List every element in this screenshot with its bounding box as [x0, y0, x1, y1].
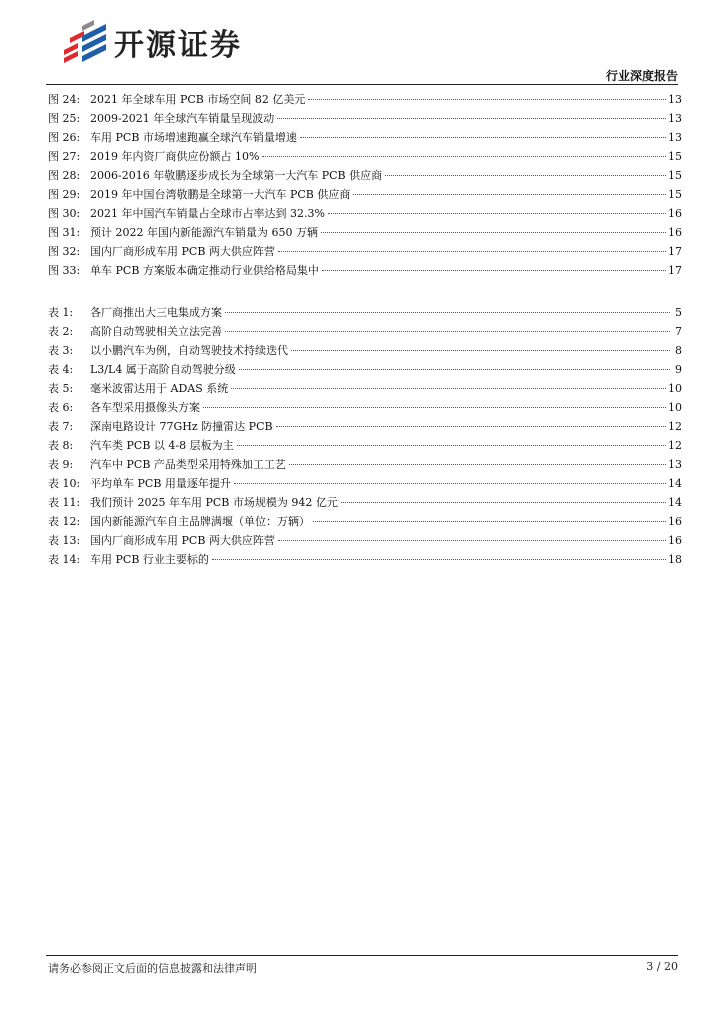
- figure-entry[interactable]: [48, 147, 682, 166]
- dot-leader: [321, 231, 666, 233]
- table-entry[interactable]: [48, 493, 682, 512]
- entry-label: 表 10:: [48, 477, 81, 490]
- entry-title: 预计 2022 年国内新能源汽车销量为 650 万辆: [90, 226, 318, 239]
- entry-page-number: 12: [668, 439, 682, 452]
- entry-page-number: 7: [675, 325, 682, 338]
- dot-leader: [353, 193, 666, 195]
- entry-label: 图 24:: [48, 93, 81, 106]
- entry-label: 表 5:: [48, 382, 74, 395]
- entry-page-number: 9: [675, 363, 682, 376]
- dot-leader: [289, 463, 666, 465]
- entry-page-number: 16: [668, 207, 682, 220]
- entry-label: 图 30:: [48, 207, 81, 220]
- entry-title: 2021 年中国汽车销量占全球市占率达到 32.3%: [90, 207, 325, 220]
- table-entry[interactable]: [48, 360, 682, 379]
- entry-page-number: 13: [668, 93, 682, 106]
- dot-leader: [237, 444, 666, 446]
- entry-label: 表 8:: [48, 439, 74, 452]
- entry-label: 表 12:: [48, 515, 81, 528]
- entry-label: 表 1:: [48, 306, 74, 319]
- table-entry[interactable]: [48, 379, 682, 398]
- entry-page-number: 13: [668, 458, 682, 471]
- entry-label: 图 29:: [48, 188, 81, 201]
- entry-title: 单车 PCB 方案版本确定推动行业供给格局集中: [90, 264, 319, 277]
- table-entry[interactable]: [48, 550, 682, 569]
- entry-label: 表 9:: [48, 458, 74, 471]
- entry-label: 图 27:: [48, 150, 81, 163]
- table-entry[interactable]: [48, 531, 682, 550]
- entry-title: 2021 年全球车用 PCB 市场空间 82 亿美元: [90, 93, 306, 106]
- entry-title: 汽车中 PCB 产品类型采用特殊加工工艺: [90, 458, 286, 471]
- footer-disclaimer: 请务必参阅正文后面的信息披露和法律声明: [48, 962, 257, 975]
- entry-label: 图 33:: [48, 264, 81, 277]
- entry-title: 2006-2016 年敬鹏逐步成长为全球第一大汽车 PCB 供应商: [90, 169, 383, 182]
- entry-label: 表 14:: [48, 553, 81, 566]
- entry-title: 2009-2021 年全球汽车销量呈现波动: [90, 112, 275, 125]
- dot-leader: [322, 269, 666, 271]
- entry-label: 表 2:: [48, 325, 74, 338]
- footer-divider: [46, 955, 678, 956]
- dot-leader: [239, 368, 670, 370]
- entry-title: 汽车类 PCB 以 4-8 层板为主: [90, 439, 234, 452]
- figure-entry[interactable]: [48, 223, 682, 242]
- dot-leader: [234, 482, 666, 484]
- figure-entry[interactable]: [48, 90, 682, 109]
- entry-label: 表 6:: [48, 401, 74, 414]
- table-entry[interactable]: [48, 512, 682, 531]
- dot-leader: [308, 98, 666, 100]
- table-entry[interactable]: [48, 417, 682, 436]
- company-logo: [60, 20, 242, 64]
- figure-entry[interactable]: [48, 109, 682, 128]
- entry-label: 图 25:: [48, 112, 81, 125]
- entry-title: 我们预计 2025 年车用 PCB 市场规模为 942 亿元: [90, 496, 338, 509]
- dot-leader: [300, 136, 666, 138]
- entry-page-number: 15: [668, 150, 682, 163]
- entry-title: 国内厂商形成车用 PCB 两大供应阵营: [90, 534, 275, 547]
- table-entry[interactable]: [48, 455, 682, 474]
- entry-label: 表 3:: [48, 344, 74, 357]
- figure-entry[interactable]: [48, 128, 682, 147]
- entry-title: 毫米波雷达用于 ADAS 系统: [90, 382, 229, 395]
- table-index: [48, 303, 682, 569]
- figure-entry[interactable]: [48, 166, 682, 185]
- entry-label: 图 32:: [48, 245, 81, 258]
- dot-leader: [231, 387, 666, 389]
- entry-label: 表 4:: [48, 363, 74, 376]
- dot-leader: [291, 349, 670, 351]
- dot-leader: [341, 501, 666, 503]
- entry-title: 国内厂商形成车用 PCB 两大供应阵营: [90, 245, 275, 258]
- header-divider: [46, 84, 678, 85]
- entry-page-number: 16: [668, 534, 682, 547]
- table-entry[interactable]: [48, 398, 682, 417]
- dot-leader: [212, 558, 666, 560]
- entry-page-number: 16: [668, 515, 682, 528]
- dot-leader: [278, 539, 666, 541]
- dot-leader: [262, 155, 666, 157]
- dot-leader: [278, 250, 666, 252]
- table-entry[interactable]: [48, 341, 682, 360]
- entry-title: 国内新能源汽车自主品牌满堰（单位：万辆）: [90, 515, 310, 528]
- entry-page-number: 12: [668, 420, 682, 433]
- figure-entry[interactable]: [48, 261, 682, 280]
- entry-page-number: 15: [668, 169, 682, 182]
- table-entry[interactable]: [48, 303, 682, 322]
- table-entry[interactable]: [48, 474, 682, 493]
- entry-page-number: 15: [668, 188, 682, 201]
- entry-label: 表 13:: [48, 534, 81, 547]
- entry-page-number: 14: [668, 477, 682, 490]
- entry-title: 深南电路设计 77GHz 防撞雷达 PCB: [90, 420, 273, 433]
- entry-page-number: 5: [675, 306, 682, 319]
- entry-label: 图 31:: [48, 226, 81, 239]
- entry-title: 车用 PCB 行业主要标的: [90, 553, 209, 566]
- entry-title: 平均单车 PCB 用量逐年提升: [90, 477, 231, 490]
- dot-leader: [276, 425, 666, 427]
- company-name: 开源证券: [114, 28, 242, 63]
- figure-entry[interactable]: [48, 204, 682, 223]
- entry-title: 2019 年内资厂商供应份额占 10%: [90, 150, 260, 163]
- entry-page-number: 17: [668, 245, 682, 258]
- entry-label: 表 11:: [48, 496, 81, 509]
- entry-label: 图 26:: [48, 131, 81, 144]
- entry-page-number: 8: [675, 344, 682, 357]
- figure-index: [48, 90, 682, 280]
- entry-page-number: 10: [668, 382, 682, 395]
- entry-title: 各厂商推出大三电集成方案: [90, 306, 222, 319]
- entry-title: 2019 年中国台湾敬鹏是全球第一大汽车 PCB 供应商: [90, 188, 351, 201]
- dot-leader: [203, 406, 666, 408]
- entry-page-number: 17: [668, 264, 682, 277]
- entry-page-number: 10: [668, 401, 682, 414]
- entry-label: 表 7:: [48, 420, 74, 433]
- entry-title: 车用 PCB 市场增速跑赢全球汽车销量增速: [90, 131, 297, 144]
- page-number: 3 / 20: [646, 960, 678, 973]
- figure-entry[interactable]: [48, 242, 682, 261]
- entry-title: 各车型采用摄像头方案: [90, 401, 200, 414]
- dot-leader: [225, 330, 670, 332]
- dot-leader: [328, 212, 666, 214]
- figure-entry[interactable]: [48, 185, 682, 204]
- entry-page-number: 16: [668, 226, 682, 239]
- entry-title: 高阶自动驾驶相关立法完善: [90, 325, 222, 338]
- dot-leader: [277, 117, 666, 119]
- dot-leader: [225, 311, 670, 313]
- entry-page-number: 13: [668, 112, 682, 125]
- entry-label: 图 28:: [48, 169, 81, 182]
- entry-title: 以小鹏汽车为例，自动驾驶技术持续迭代: [90, 344, 288, 357]
- entry-page-number: 14: [668, 496, 682, 509]
- kaiyuan-logo-icon: [60, 20, 108, 64]
- report-type-label: 行业深度报告: [605, 69, 678, 83]
- entry-page-number: 18: [668, 553, 682, 566]
- entry-page-number: 13: [668, 131, 682, 144]
- dot-leader: [385, 174, 666, 176]
- table-entry[interactable]: [48, 322, 682, 341]
- table-entry[interactable]: [48, 436, 682, 455]
- dot-leader: [313, 520, 666, 522]
- entry-title: L3/L4 属于高阶自动驾驶分级: [90, 363, 236, 376]
